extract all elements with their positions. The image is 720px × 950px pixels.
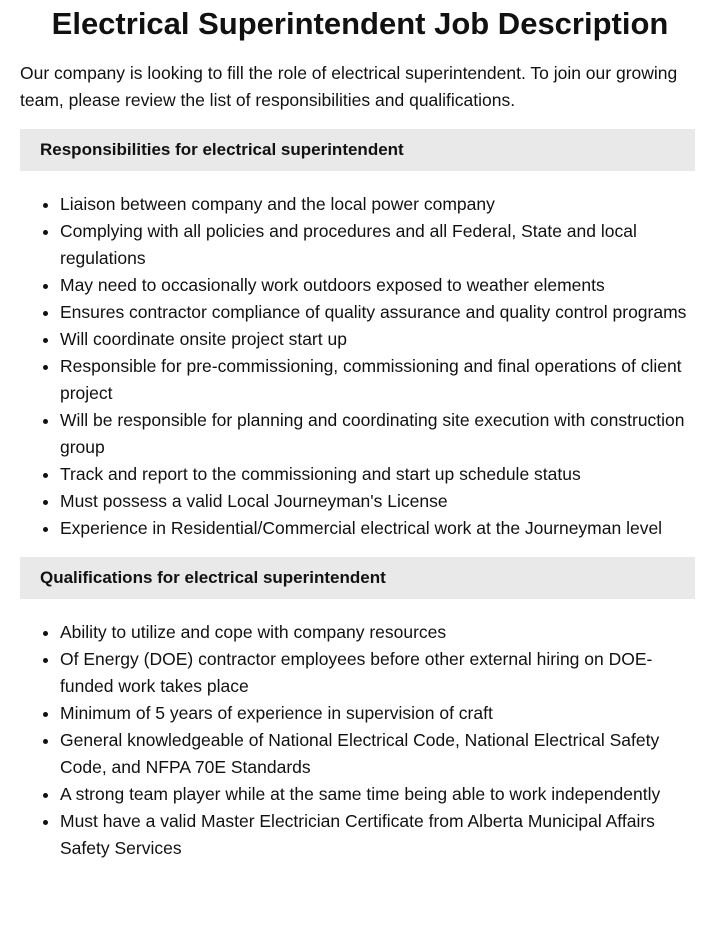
qualifications-list	[0, 619, 700, 862]
list-item: • Liaison between company and the local power company	[60, 191, 700, 218]
responsibilities-list	[0, 191, 700, 542]
list-item: • General knowledgeable of National Electrical Code, National Electrical Safety Code, and NFPA 70E Standards	[60, 727, 700, 781]
list-item: • Minimum of 5 years of experience in supervision of craft	[60, 700, 700, 727]
list-item: • Experience in Residential/Commercial electrical work at the Journeyman level	[60, 515, 700, 542]
list-item: • Will be responsible for planning and coordinating site execution with construction group	[60, 407, 700, 461]
list-item: • Will coordinate onsite project start up	[60, 326, 700, 353]
list-item: • Must have a valid Master Electrician Certificate from Alberta Municipal Affairs Safety Services	[60, 808, 700, 862]
list-item: • Ability to utilize and cope with company resources	[60, 619, 700, 646]
list-item: • Responsible for pre-commissioning, commissioning and final operations of client project	[60, 353, 700, 407]
list-item: • Ensures contractor compliance of quality assurance and quality control programs	[60, 299, 700, 326]
responsibilities-heading: Responsibilities for electrical superintendent	[20, 129, 695, 171]
qualifications-heading: Qualifications for electrical superintendent	[20, 557, 695, 599]
list-item: • A strong team player while at the same time being able to work independently	[60, 781, 700, 808]
list-item: • Must possess a valid Local Journeyman's License	[60, 488, 700, 515]
intro-text: Our company is looking to fill the role of electrical superintendent. To join our growing team, please review the list of responsibilities and qualifications.	[20, 63, 678, 110]
list-item: • Track and report to the commissioning and start up schedule status	[60, 461, 700, 488]
list-item: • Complying with all policies and procedures and all Federal, State and local regulations	[60, 218, 700, 272]
list-item: • May need to occasionally work outdoors exposed to weather elements	[60, 272, 700, 299]
list-item: • Of Energy (DOE) contractor employees before other external hiring on DOE-funded work takes place	[60, 646, 700, 700]
page-title: Electrical Superintendent Job Description	[51, 6, 669, 41]
